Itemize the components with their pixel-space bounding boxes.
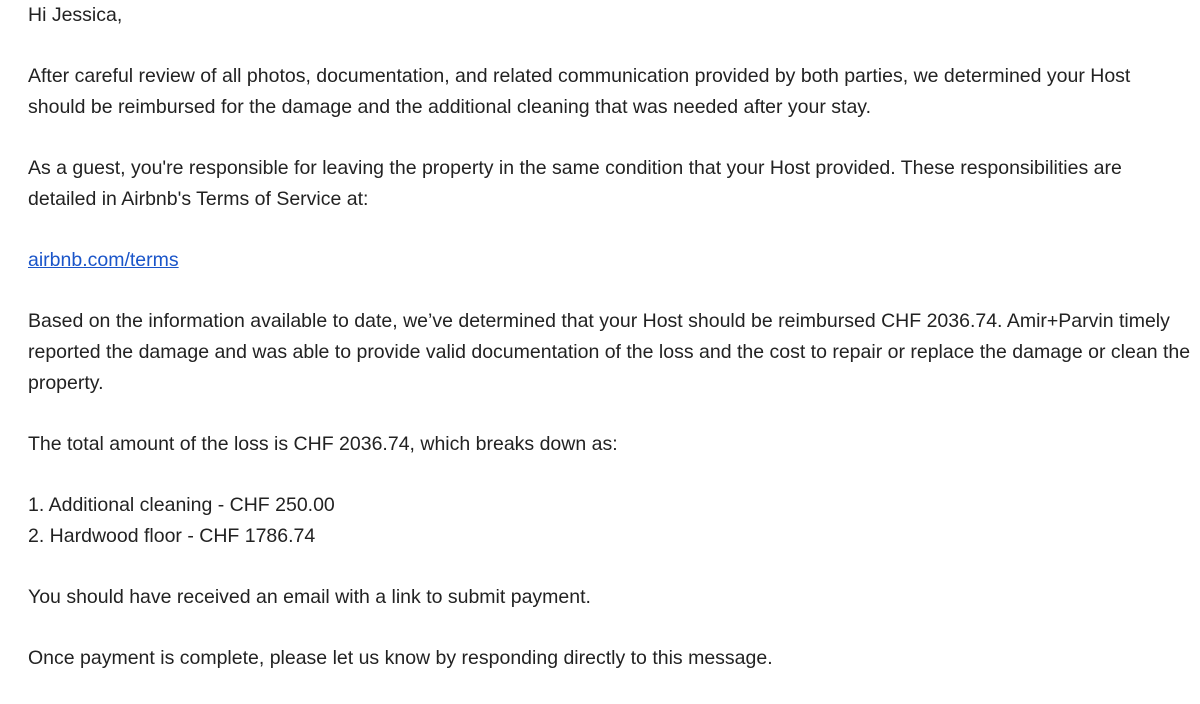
terms-link-line (28, 245, 1193, 276)
loss-total-paragraph: The total amount of the loss is CHF 2036.74, which breaks down as: (28, 433, 618, 455)
terms-link[interactable]: airbnb.com/terms (28, 249, 179, 271)
breakdown-item-cleaning: 1. Additional cleaning - CHF 250.00 (28, 494, 335, 516)
responsibility-paragraph: As a guest, you're responsible for leaving the property in the same condition that your Host provided. These responsibilities are detailed in Airbnb's Terms of Service at: (28, 157, 1122, 210)
confirmation-paragraph: Once payment is complete, please let us know by responding directly to this message. (28, 647, 773, 669)
breakdown-item-floor: 2. Hardwood floor - CHF 1786.74 (28, 525, 316, 547)
payment-email-paragraph: You should have received an email with a link to submit payment. (28, 586, 591, 608)
reimbursement-paragraph: Based on the information available to date, we’ve determined that your Host should be reimbursed CHF 2036.74. Amir+Parvin timely reported the damage and was able to provide valid documentation of the loss and the cost to repair or replace the damage or clean the property. (28, 310, 1191, 394)
review-paragraph: After careful review of all photos, documentation, and related communication provided by both parties, we determined your Host should be reimbursed for the damage and the additional cleaning that was needed after your stay. (28, 65, 1131, 118)
greeting: Hi Jessica, (28, 4, 123, 26)
email-body (28, 0, 1193, 704)
breakdown-list (28, 490, 1193, 552)
